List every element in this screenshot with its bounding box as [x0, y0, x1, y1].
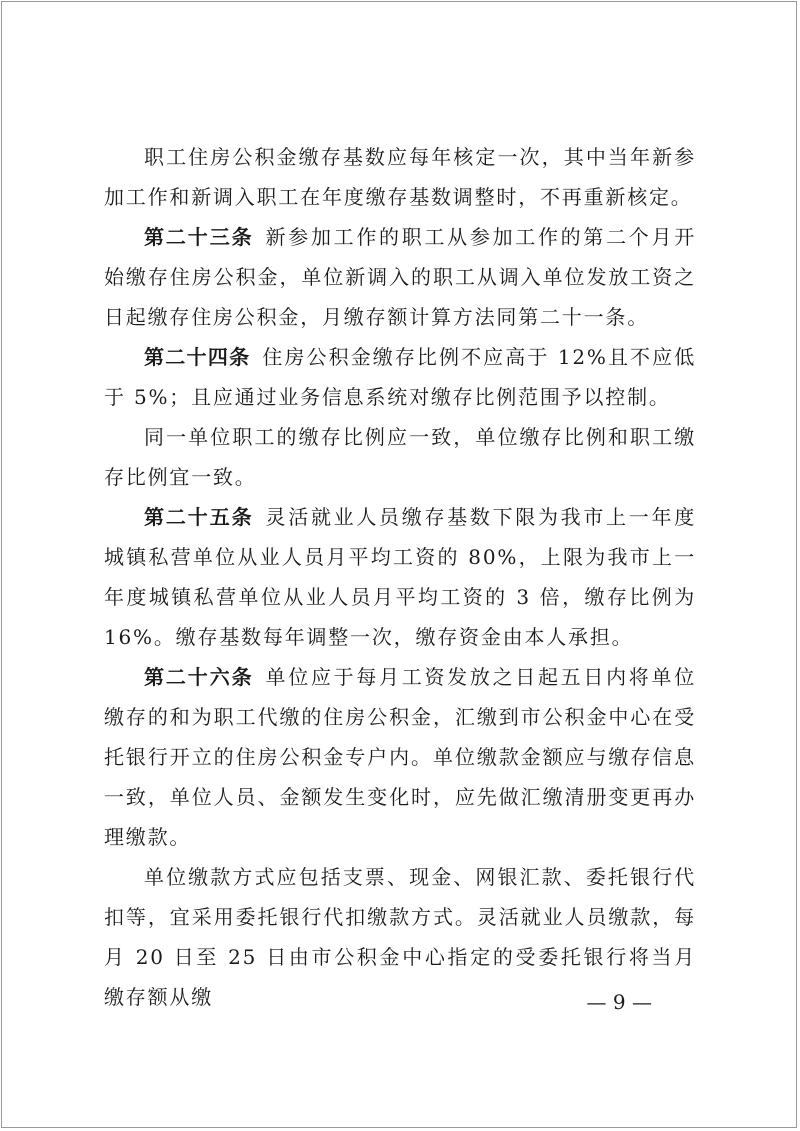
document-body: [104, 137, 696, 1017]
paragraph-1-text: 职工住房公积金缴存基数应每年核定一次，其中当年新参加工作和新调入职工在年度缴存基数调整时，不再重新核定。: [104, 145, 696, 209]
article-25-text: 灵活就业人员缴存基数下限为我市上一年度城镇私营单位从业人员月平均工资的 80%，上限为我市上一年度城镇私营单位从业人员月平均工资的 3 倍，缴存比例为 16%。缴存基数每年调整一次，缴存资金由本人承担。: [104, 505, 697, 649]
article-23-heading: 第二十三条: [144, 225, 254, 249]
paragraph-article-24: [104, 337, 696, 417]
article-25-heading: 第二十五条: [144, 505, 254, 529]
article-24-heading: 第二十四条: [144, 345, 251, 369]
article-24-text: 住房公积金缴存比例不应高于 12%且不应低于 5%；且应通过业务信息系统对缴存比例范围予以控制。: [104, 345, 696, 409]
article-26-heading: 第二十六条: [144, 665, 254, 689]
paragraph-1: [104, 137, 696, 217]
page-number: — 9 —: [586, 990, 652, 1014]
paragraph-article-23: [104, 217, 696, 337]
article-23-text: 新参加工作的职工从参加工作的第二个月开始缴存住房公积金，单位新调入的职工从调入单位发放工资之日起缴存住房公积金，月缴存额计算方法同第二十一条。: [104, 225, 697, 329]
article-26-text: 单位应于每月工资发放之日起五日内将单位缴存的和为职工代缴的住房公积金，汇缴到市公积金中心在受托银行开立的住房公积金专户内。单位缴款金额应与缴存信息一致，单位人员、金额发生变化时，应先做汇缴清册变更再办理缴款。: [104, 665, 697, 849]
paragraph-4-text: 同一单位职工的缴存比例应一致，单位缴存比例和职工缴存比例宜一致。: [104, 425, 696, 489]
paragraph-article-25: [104, 497, 696, 657]
paragraph-article-26: [104, 657, 696, 857]
paragraph-7-text: 单位缴款方式应包括支票、现金、网银汇款、委托银行代扣等，宜采用委托银行代扣缴款方式。灵活就业人员缴款，每月 20 日至 25 日由市公积金中心指定的受委托银行将当月缴存额从缴: [104, 865, 696, 1009]
paragraph-4: [104, 417, 696, 497]
